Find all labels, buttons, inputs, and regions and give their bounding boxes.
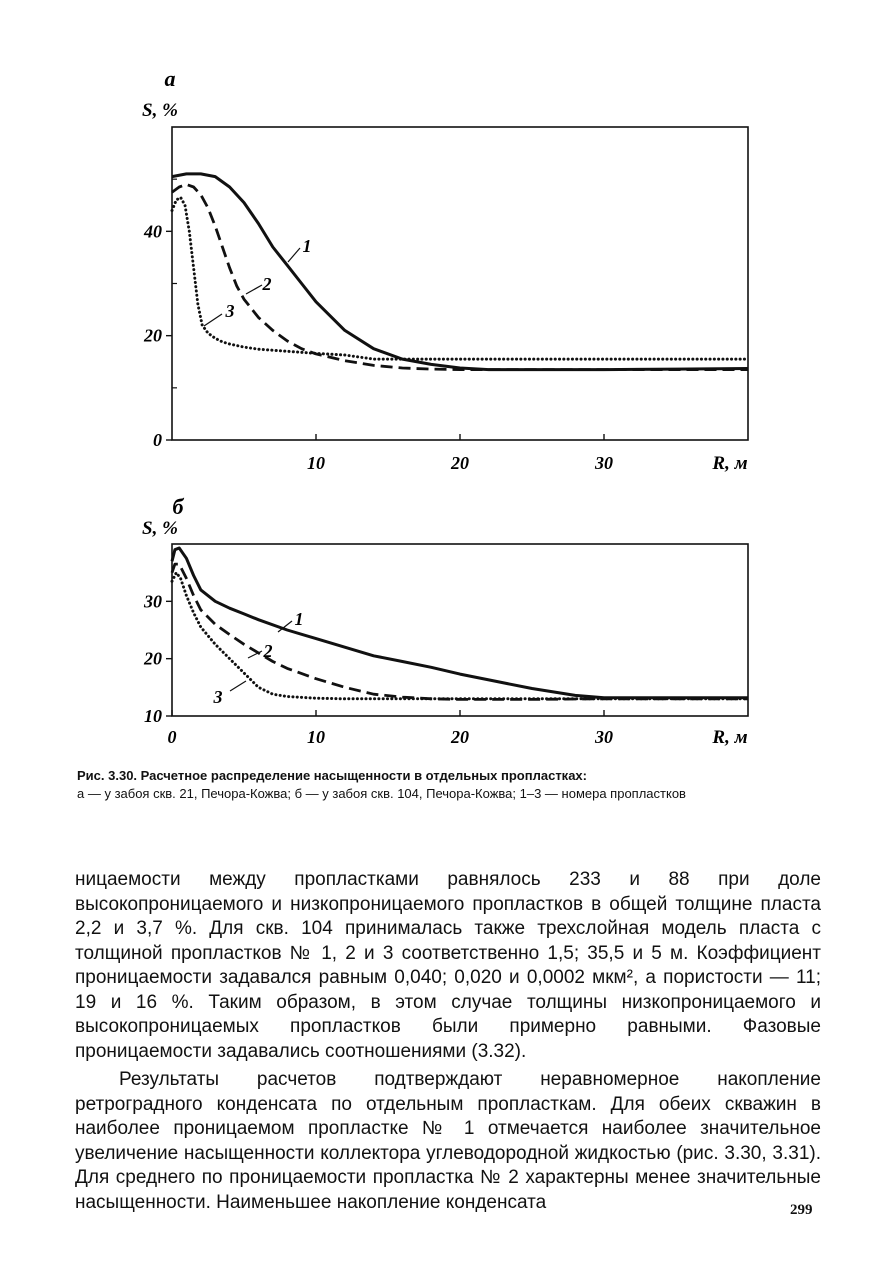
curve-label-leader (204, 314, 222, 326)
x-tick-label: 20 (451, 453, 469, 473)
series-line-2 (172, 564, 748, 699)
curve-label-leader (246, 285, 262, 294)
chart-b-svg (0, 490, 892, 760)
curve-label: 2 (262, 274, 272, 294)
x-tick-label: 10 (307, 453, 325, 473)
x-tick-label: 20 (451, 727, 469, 747)
figure-caption (77, 767, 822, 803)
y-tick-label: 40 (144, 221, 162, 242)
paragraph: Результаты расчетов подтверждают неравномерное накопление ретроградного конденсата по отдельным пропласткам. Для обеих скважин в наиболее проницаемом пропластке № 1 отмечается наиболее значительное увеличение насыщенности коллектора углеводородной жидкостью (рис. 3.30, 3.31). Для среднего по проницаемости пропластка № 2 характерны менее значительные насыщенности. Наименьшее накопление конденсата (75, 1069, 821, 1213)
y-tick-label: 0 (153, 430, 162, 450)
x-tick-label: 10 (307, 727, 325, 747)
chart-a-svg (0, 60, 892, 480)
y-tick-label: 30 (144, 591, 162, 612)
x-axis-title: R, м (712, 727, 748, 748)
series-line-1 (172, 174, 748, 370)
plot-frame (172, 127, 748, 440)
curve-label-leader (288, 248, 300, 262)
y-axis-title: S, % (142, 100, 178, 121)
x-axis-title: R, м (712, 453, 748, 474)
curve-label-leader (230, 681, 246, 691)
x-tick-label: 30 (595, 453, 613, 473)
paragraph: ницаемости между пропластками равнялось 233 и 88 при доле высокопроницаемого и низкопроницаемого пропластков в общей толщине пласта 2,2 и 3,7 %. Для скв. 104 принималась также трехслойная модель пласта с толщиной пропластков № 1, 2 и 3 соответственно 1,5; 35,5 и 5 м. Коэффициент проницаемости задавался равным 0,040; 0,020 и 0,0002 мкм², а пористости — 11; 19 и 16 %. Таким образом, в этом случае толщины низкопроницаемого и высокопроницаемых пропластков были примерно равными. Фазовые проницаемости задавались соотношениями (3.32). (75, 869, 821, 1062)
chart-panel-a (0, 60, 892, 480)
y-tick-label: 20 (144, 648, 162, 669)
series-line-3 (172, 573, 748, 699)
y-tick-label: 20 (144, 325, 162, 346)
panel-letter: a (164, 66, 176, 91)
chart-panel-b (0, 490, 892, 760)
caption-body: а — у забоя скв. 21, Печора-Кожва; б — у забоя скв. 104, Печора-Кожва; 1–3 — номера пропластков (77, 786, 686, 801)
x-tick-label: 30 (595, 727, 613, 747)
curve-label: 3 (213, 687, 223, 707)
panel-letter: б (172, 494, 184, 519)
curve-label: 2 (263, 641, 273, 661)
y-tick-label: 10 (144, 706, 162, 726)
curve-label: 1 (294, 609, 304, 629)
body-text (75, 868, 821, 1215)
caption-title: Рис. 3.30. Расчетное распределение насыщенности в отдельных пропластках: (77, 768, 587, 783)
series-line-2 (172, 184, 748, 369)
plot-frame (172, 544, 748, 716)
series-line-1 (172, 548, 748, 698)
curve-label: 3 (225, 301, 235, 321)
y-axis-title: S, % (142, 518, 178, 539)
x-tick-label: 0 (167, 727, 177, 747)
page-number: 299 (790, 1202, 813, 1218)
curve-label: 1 (302, 236, 312, 256)
